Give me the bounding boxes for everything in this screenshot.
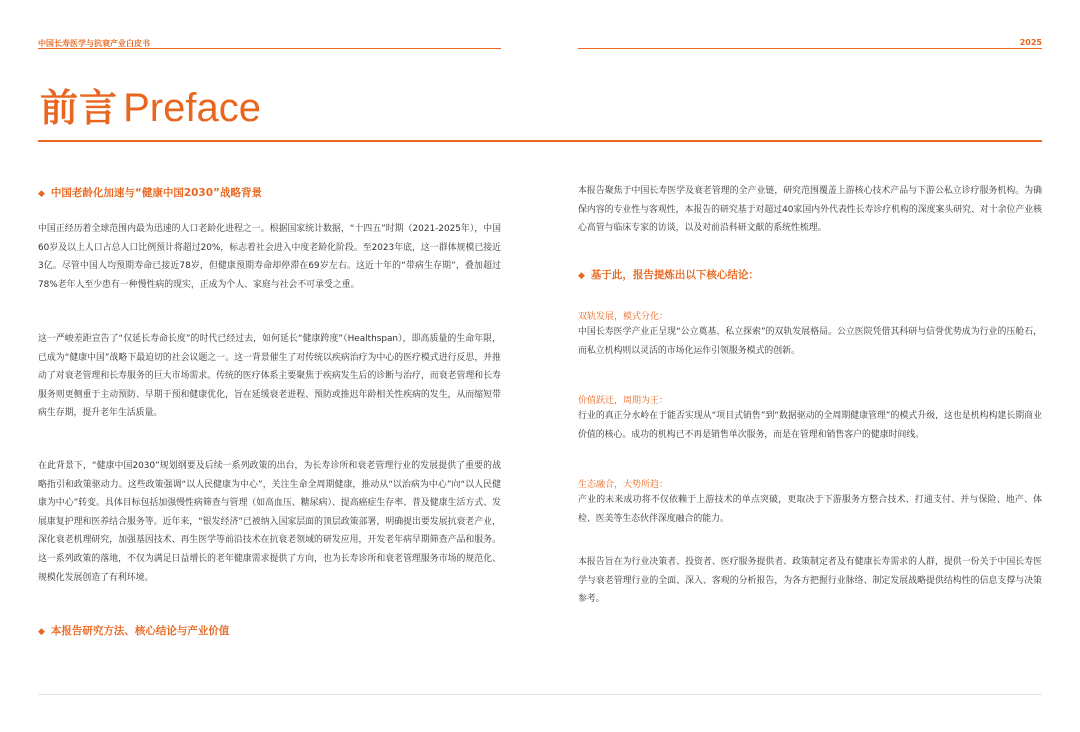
paragraph-purpose: 本报告旨在为行业决策者、投资者、医疗服务提供者、政策制定者及有健康长寿需求的人群，提供一份关于中国长寿医学与衰老管理行业的全面、深入、客观的分析报告，为各方把握行业脉络、制定发展战略提供结构性的信息支撑与决策参考。: [578, 557, 1042, 605]
footer-line: [38, 694, 1042, 695]
conclusion-2-title: 价值跃迁，周期为王：: [578, 396, 669, 406]
section-heading-text: 本报告研究方法、核心结论与产业价值: [50, 625, 230, 637]
conclusion-1-body: 中国长寿医学产业正呈现“公立奠基、私立探索”的双轨发展格局。公立医院凭借其科研与信誉优势成为行业的压舱石，而私立机构则以灵活的市场化运作引领服务模式的创新。: [578, 327, 1042, 356]
header-left-line: [38, 48, 501, 49]
diamond-bullet-icon: ◆: [578, 271, 585, 281]
section-heading-background: [38, 185, 262, 200]
paragraph-policy: 在此背景下，“健康中国2030”规划纲要及后续一系列政策的出台，为长寿诊所和衰老管理行业的发展提供了重要的战略指引和政策驱动力。这些政策强调“以人民健康为中心”，关注生命全周期健康，推动从“以治病为中心”向“以人民健康为中心”转变。具体目标包括加强慢性病筛查与管理（如高血压、糖尿病）、提高癌症生存率、普及健康生活方式、发展康复护理和医养结合服务等。近年来，“银发经济”已被纳入国家层面的顶层政策部署，明确提出要发展抗衰老产业，深化衰老机理研究，加强基因技术、再生医学等前沿技术在抗衰老领域的研发应用，开发老年病早期筛查产品和服务。这一系列政策的落地，不仅为满足日益增长的老年健康需求提供了方向，也为长寿诊所和衰老管理服务市场的规范化、规模化发展创造了有利环境。: [38, 461, 501, 583]
diamond-bullet-icon: ◆: [38, 189, 45, 199]
conclusion-3-body: 产业的未来成功将不仅依赖于上游技术的单点突破，更取决于下游服务方整合技术、打通支付、并与保险、地产、体检、医美等生态伙伴深度融合的能力。: [578, 495, 1042, 524]
header-year: 2025: [1019, 38, 1042, 47]
section-heading-text: 中国老龄化加速与“健康中国2030”战略背景: [50, 187, 262, 199]
paragraph-healthspan: 这一严峻差距宣告了“仅延长寿命长度”的时代已经过去，如何延长“健康跨度”（Healthspan），即高质量的生命年限，已成为“健康中国”战略下最迫切的社会议题之一。这一背景催生了对传统以疾病治疗为中心的医疗模式进行反思，并推动了对衰老管理和长寿服务的巨大市场需求。传统的医疗体系主要聚焦于疾病发生后的诊断与治疗，而衰老管理和长寿服务则更侧重于主动预防、早期干预和健康优化，旨在延缓衰老进程、预防或推迟年龄相关性疾病的发生，从而缩短带病生存期，提升老年生活质量。: [38, 334, 501, 419]
conclusion-2-body: 行业的真正分水岭在于能否实现从“项目式销售”到“数据驱动的全周期健康管理”的模式升级，这也是机构构建长期商业价值的核心。成功的机构已不再是销售单次服务，而是在管理和销售客户的健康时间线。: [578, 411, 1042, 440]
header-right-line: [578, 48, 1042, 49]
page-title-cn: 前言: [40, 86, 119, 130]
paragraph-aging-context: 中国正经历着全球范围内最为迅速的人口老龄化进程之一。根据国家统计数据，“十四五”时期（2021-2025年），中国60岁及以上人口占总人口比例预计将超过20%，标志着社会进入中度老龄化阶段。至2023年底，这一群体规模已接近3亿。尽管中国人均预期寿命已接近78岁，但健康预期寿命却停滞在69岁左右。这近十年的“带病生存期”，叠加超过78%老年人至少患有一种慢性病的现实，正成为个人、家庭与社会不可承受之重。: [38, 224, 501, 290]
title-rule: [38, 140, 1042, 142]
conclusion-1-title: 双轨发展，模式分化：: [578, 312, 669, 322]
page-title: [40, 88, 261, 128]
header-report-title: 中国长寿医学与抗衰产业白皮书: [38, 39, 150, 48]
page-title-en: Preface: [123, 86, 261, 130]
diamond-bullet-icon: ◆: [38, 627, 45, 637]
section-heading-conclusions: [578, 267, 759, 282]
section-heading-text: 基于此，报告提炼出以下核心结论：: [590, 269, 759, 281]
paragraph-scope: 本报告聚焦于中国长寿医学及衰老管理的全产业链，研究范围覆盖上游核心技术产品与下游公私立诊疗服务机构。为确保内容的专业性与客观性，本报告的研究基于对超过40家国内外代表性长寿诊疗机构的深度案头研究、对十余位产业核心高管与临床专家的访谈，以及对前沿科研文献的系统性梳理。: [578, 186, 1042, 234]
conclusion-3-title: 生态融合，大势所趋：: [578, 480, 669, 490]
section-heading-methods: [38, 623, 229, 638]
